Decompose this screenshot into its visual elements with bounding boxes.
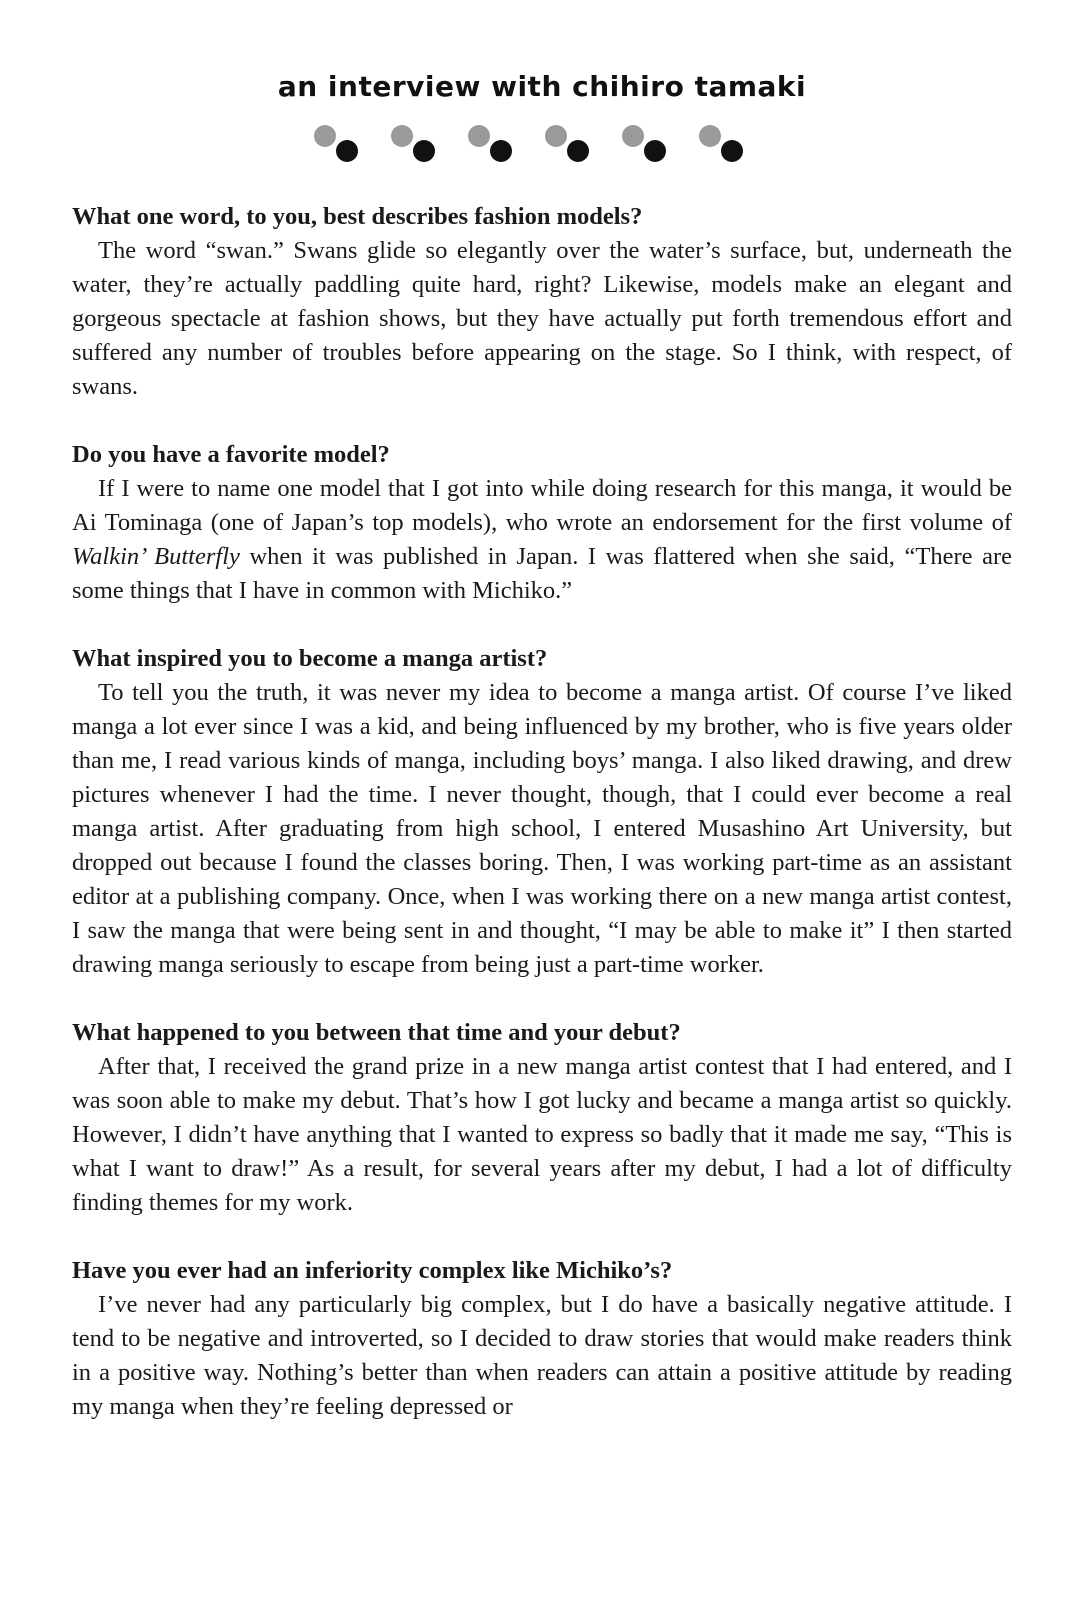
interview-body <box>72 200 1012 1458</box>
question-heading: Do you have a favorite model? <box>72 441 390 468</box>
answer-paragraph: I’ve never had any particularly big complex, but I do have a basically negative attitude. I tend to be negative and introverted, so I decided to draw stories that would make readers think in a positive way. Nothing’s better than when readers can attain a positive attitude by reading my manga when they’re feeling depressed or <box>72 1291 1012 1420</box>
answer-paragraph <box>72 472 1012 608</box>
decorative-dots <box>0 118 1084 174</box>
gray-dot-icon <box>468 125 490 147</box>
qa-block <box>72 200 1012 404</box>
dot-pair <box>468 125 512 162</box>
black-dot-icon <box>490 140 512 162</box>
qa-block <box>72 438 1012 608</box>
gray-dot-icon <box>314 125 336 147</box>
dot-pair <box>699 125 743 162</box>
black-dot-icon <box>721 140 743 162</box>
gray-dot-icon <box>622 125 644 147</box>
dot-pair <box>545 125 589 162</box>
black-dot-icon <box>336 140 358 162</box>
question-heading: What inspired you to become a manga artist? <box>72 645 548 672</box>
dot-pair <box>622 125 666 162</box>
gray-dot-icon <box>699 125 721 147</box>
answer-paragraph: The word “swan.” Swans glide so elegantly over the water’s surface, but, underneath the water, they’re actually paddling quite hard, right? Likewise, models make an elegant and gorgeous spectacle at fashion shows, but they have actually put forth tremendous effort and suffered any number of troubles before appearing on the stage. So I think, with respect, of swans. <box>72 237 1012 400</box>
black-dot-icon <box>413 140 435 162</box>
answer-paragraph: After that, I received the grand prize in a new manga artist contest that I had entered, and I was soon able to make my debut. That’s how I got lucky and became a manga artist so quickly. However, I didn’t have anything that I wanted to express so badly that it made me say, “This is what I want to draw!” As a result, for several years after my debut, I had a lot of difficulty finding themes for my work. <box>72 1053 1012 1216</box>
qa-block <box>72 1254 1012 1424</box>
dot-pair <box>391 125 435 162</box>
black-dot-icon <box>644 140 666 162</box>
page-title: an interview with chihiro tamaki <box>277 70 807 103</box>
dot-pair <box>314 125 358 162</box>
question-heading: Have you ever had an inferiority complex like Michiko’s? <box>72 1257 673 1284</box>
qa-block <box>72 1016 1012 1220</box>
answer-text: when it was published in Japan. I was flattered when she said, “There are some things that I have in common with Michiko.” <box>72 543 1012 604</box>
book-title: Walkin’ Butterfly <box>72 543 240 570</box>
gray-dot-icon <box>545 125 567 147</box>
qa-block <box>72 642 1012 982</box>
answer-text: If I were to name one model that I got into while doing research for this manga, it would be Ai Tominaga (one of Japan’s top models), who wrote an endorsement for the first volume of <box>72 475 1012 536</box>
question-heading: What one word, to you, best describes fashion models? <box>72 203 643 230</box>
question-heading: What happened to you between that time and your debut? <box>72 1019 681 1046</box>
dots-ornament-icon <box>307 118 777 174</box>
gray-dot-icon <box>391 125 413 147</box>
answer-paragraph: To tell you the truth, it was never my idea to become a manga artist. Of course I’ve liked manga a lot ever since I was a kid, and being influenced by my brother, who is five years older than me, I read various kinds of manga, including boys’ manga. I also liked drawing, and drew pictures whenever I had the time. I never thought, though, that I could ever become a real manga artist. After graduating from high school, I entered Musashino Art University, but dropped out because I found the classes boring. Then, I was working part-time as an assistant editor at a publishing company. Once, when I was working there on a new manga artist contest, I saw the manga that were being sent in and thought, “I may be able to make it” I then started drawing manga seriously to escape from being just a part-time worker. <box>72 679 1012 978</box>
black-dot-icon <box>567 140 589 162</box>
